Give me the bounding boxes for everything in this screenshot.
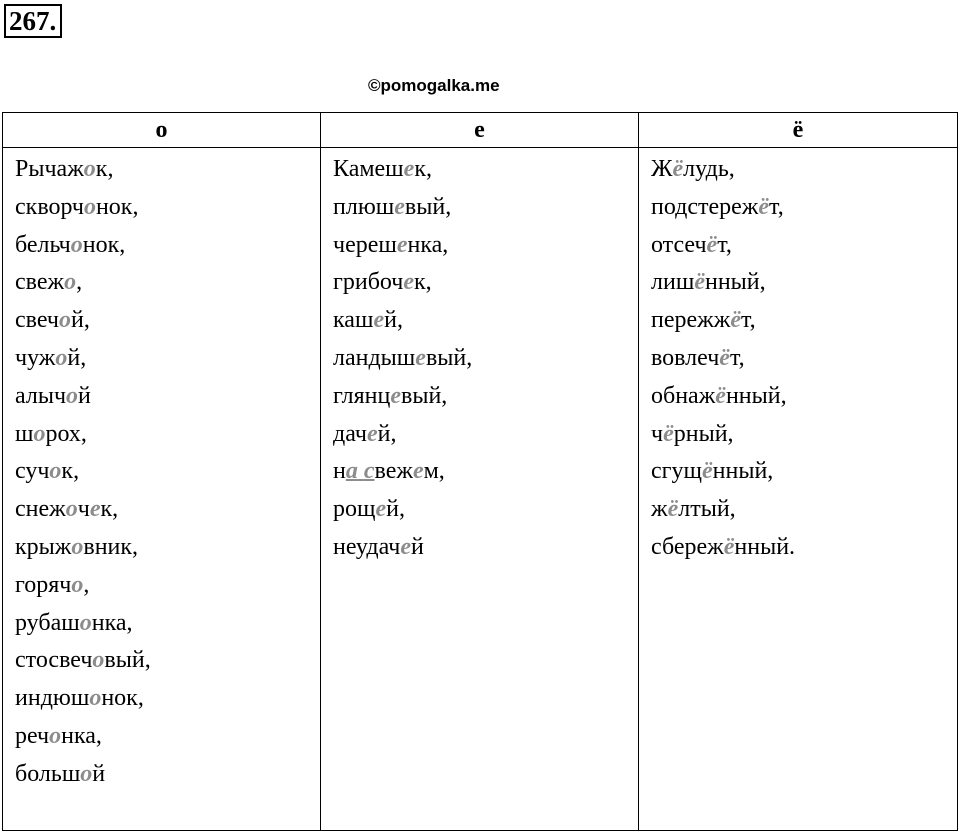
word-entry xyxy=(651,529,957,567)
highlighted-letter: е xyxy=(375,496,387,523)
highlighted-letter: о xyxy=(49,458,62,485)
word-segment: глянц xyxy=(333,382,391,409)
word-entry xyxy=(333,529,638,567)
word-segment: реч xyxy=(15,722,50,749)
word-entry xyxy=(651,491,957,529)
word-segment: нка, xyxy=(407,231,449,258)
highlighted-letter: ё xyxy=(719,344,730,371)
word-entry xyxy=(333,151,638,189)
word-segment: лудь, xyxy=(683,156,735,182)
word-segment: алыч xyxy=(15,382,67,409)
word-entry xyxy=(15,529,320,567)
word-segment: , xyxy=(83,571,90,598)
word-segment: сгущ xyxy=(651,458,702,485)
highlighted-letter: о xyxy=(33,420,46,447)
word-segment: й, xyxy=(386,496,405,523)
word-segment: вый, xyxy=(425,344,473,371)
word-segment: й, xyxy=(70,307,90,334)
word-entry xyxy=(651,264,957,302)
word-segment: череш xyxy=(333,231,397,258)
word-segment: Камеш xyxy=(333,156,404,182)
word-entry xyxy=(333,416,638,454)
highlighted-letter: е xyxy=(373,307,385,334)
word-entry xyxy=(15,340,320,378)
highlighted-letter: о xyxy=(66,382,79,409)
word-segment: рощ xyxy=(333,496,376,523)
word-segment: неудач xyxy=(333,533,401,560)
word-segment: к, xyxy=(61,458,80,485)
word-segment: нок, xyxy=(95,193,139,220)
word-segment: каш xyxy=(333,307,374,334)
highlighted-letter: е xyxy=(400,533,412,560)
highlighted-letter: о xyxy=(55,344,68,371)
word-segment: снеж xyxy=(15,496,66,523)
word-segment: вник, xyxy=(83,533,139,560)
word-entry xyxy=(333,378,638,416)
word-segment: суч xyxy=(15,458,50,485)
word-segment: Ж xyxy=(651,156,673,182)
highlighted-letter: е xyxy=(390,382,401,409)
word-segment: т, xyxy=(769,193,784,220)
word-segment: к, xyxy=(414,269,432,296)
column-yo xyxy=(639,148,958,831)
word-segment: нка, xyxy=(91,609,133,636)
word-segment: индюш xyxy=(15,685,90,712)
highlighted-letter: а xyxy=(345,458,358,485)
highlighted-letter: ё xyxy=(730,307,741,334)
word-segment: рубаш xyxy=(15,609,80,636)
word-segment: вовлеч xyxy=(651,344,720,371)
highlighted-letter: е xyxy=(396,231,408,258)
word-entry xyxy=(651,453,957,491)
word-segment: свеж xyxy=(15,269,65,296)
highlighted-letter: о xyxy=(71,571,84,598)
word-entry xyxy=(15,264,320,302)
word-segment: нок, xyxy=(101,685,144,712)
highlighted-letter: с xyxy=(363,458,375,485)
word-segment: стосвеч xyxy=(15,647,93,674)
word-segment: т, xyxy=(729,344,745,371)
word-segment: , xyxy=(76,269,83,296)
highlighted-letter: о xyxy=(79,609,92,636)
highlighted-letter: е xyxy=(415,344,426,371)
highlighted-letter: ё xyxy=(667,496,679,523)
word-segment: ландыш xyxy=(333,344,416,371)
word-segment: нный, xyxy=(712,458,774,485)
word-entry xyxy=(15,642,320,680)
word-segment: бельч xyxy=(15,231,71,258)
word-entry xyxy=(15,227,320,265)
word-segment: отсеч xyxy=(651,231,707,258)
word-segment: веж xyxy=(374,458,413,485)
table-header-row xyxy=(3,113,958,148)
highlighted-letter: ё xyxy=(694,269,705,296)
word-entry xyxy=(15,756,320,794)
word-entry xyxy=(333,453,638,491)
word-segment: подстереж xyxy=(651,193,759,220)
word-segment: вый, xyxy=(404,193,452,220)
word-segment: лиш xyxy=(651,269,695,296)
highlighted-letter: ё xyxy=(701,458,713,485)
word-segment: ч xyxy=(77,496,90,523)
header-o: о xyxy=(3,113,321,148)
spelling-table xyxy=(2,112,958,831)
word-segment: т, xyxy=(717,231,732,258)
word-segment: пережж xyxy=(651,307,731,334)
word-segment: больш xyxy=(15,760,81,787)
highlighted-letter: о xyxy=(64,269,77,296)
word-segment: дач xyxy=(333,420,367,447)
word-segment: чуж xyxy=(15,344,56,371)
word-segment: м, xyxy=(423,458,445,485)
highlighted-letter: ё xyxy=(758,193,770,220)
highlighted-letter: е xyxy=(366,420,378,447)
word-segment: н xyxy=(333,458,346,485)
word-entry xyxy=(651,416,957,454)
word-segment: к, xyxy=(100,496,119,523)
word-segment: Рычаж xyxy=(15,156,84,182)
word-entry xyxy=(15,605,320,643)
word-entry xyxy=(333,227,638,265)
highlighted-letter: е xyxy=(89,496,101,523)
word-entry xyxy=(651,302,957,340)
watermark: ©pomogalka.me xyxy=(368,76,500,95)
word-segment: нок, xyxy=(82,231,126,258)
word-segment: нный, xyxy=(725,382,787,409)
highlighted-letter: о xyxy=(70,231,83,258)
word-segment: обнаж xyxy=(651,382,716,409)
word-segment: к, xyxy=(95,156,114,182)
word-segment: скворч xyxy=(15,193,84,220)
highlighted-letter: ё xyxy=(672,156,684,182)
word-segment: т, xyxy=(740,307,756,334)
highlighted-letter: о xyxy=(83,193,96,220)
word-segment: рный, xyxy=(673,420,734,447)
word-entry xyxy=(15,680,320,718)
word-segment: плюш xyxy=(333,193,395,220)
highlighted-letter: о xyxy=(89,685,102,712)
word-entry xyxy=(15,378,320,416)
word-segment: грибоч xyxy=(333,269,404,296)
exercise-number: 267. xyxy=(4,4,62,38)
word-segment: нка, xyxy=(61,722,102,749)
word-segment: крыж xyxy=(15,533,72,560)
word-segment: вый, xyxy=(400,382,448,409)
highlighted-letter: о xyxy=(92,647,105,674)
word-segment: вый, xyxy=(104,647,151,674)
highlighted-letter: о xyxy=(71,533,84,560)
table-body-row xyxy=(3,148,958,831)
word-segment: нный, xyxy=(704,269,766,296)
word-segment: нный. xyxy=(734,533,796,560)
word-entry xyxy=(651,151,957,189)
word-segment: горяч xyxy=(15,571,72,598)
highlighted-letter: о xyxy=(83,156,96,182)
word-segment: й xyxy=(78,382,91,409)
word-entry xyxy=(15,453,320,491)
header-e: е xyxy=(321,113,639,148)
word-segment: й xyxy=(92,760,106,787)
column-o xyxy=(3,148,321,831)
word-entry xyxy=(15,151,320,189)
word-segment: й, xyxy=(67,344,87,371)
word-segment: й, xyxy=(384,307,403,334)
word-entry xyxy=(333,491,638,529)
highlighted-letter: о xyxy=(49,722,62,749)
column-e xyxy=(321,148,639,831)
word-segment: ж xyxy=(651,496,668,523)
highlighted-letter: о xyxy=(65,496,78,523)
word-segment: й, xyxy=(377,420,397,447)
word-entry xyxy=(15,189,320,227)
word-entry xyxy=(15,302,320,340)
word-entry xyxy=(333,189,638,227)
word-entry xyxy=(15,718,320,756)
word-entry xyxy=(333,340,638,378)
word-entry xyxy=(651,227,957,265)
word-entry xyxy=(651,378,957,416)
word-entry xyxy=(15,416,320,454)
highlighted-letter: ё xyxy=(715,382,726,409)
word-segment: й xyxy=(411,533,424,560)
word-entry xyxy=(333,264,638,302)
word-entry xyxy=(651,189,957,227)
word-entry xyxy=(15,567,320,605)
highlighted-letter: ё xyxy=(706,231,718,258)
highlighted-letter: е xyxy=(412,458,424,485)
highlighted-letter: е xyxy=(394,193,405,220)
highlighted-letter: ё xyxy=(663,420,674,447)
word-segment: лтый, xyxy=(678,496,736,523)
word-segment: ч xyxy=(651,420,664,447)
highlighted-letter: ё xyxy=(723,533,735,560)
word-segment: ш xyxy=(15,420,34,447)
highlighted-letter: е xyxy=(403,269,415,296)
highlighted-letter: е xyxy=(403,156,415,182)
word-segment: рох, xyxy=(45,420,87,447)
word-segment: к, xyxy=(414,156,432,182)
word-segment: свеч xyxy=(15,307,59,334)
word-entry xyxy=(651,340,957,378)
highlighted-letter: о xyxy=(58,307,71,334)
highlighted-letter: о xyxy=(80,760,93,787)
word-segment: сбереж xyxy=(651,533,724,560)
header-yo: ё xyxy=(639,113,958,148)
word-entry xyxy=(15,491,320,529)
word-entry xyxy=(333,302,638,340)
